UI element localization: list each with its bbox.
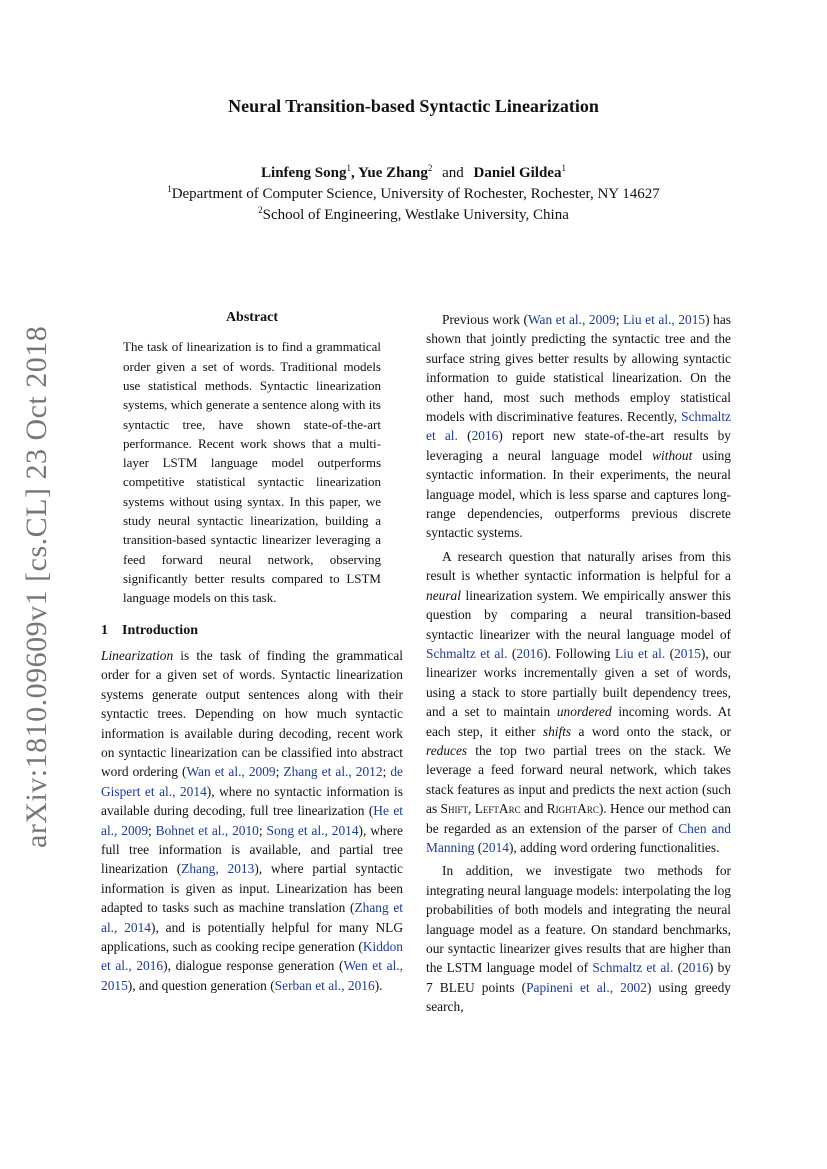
- citation-link[interactable]: Bohnet et al., 2010: [155, 822, 259, 838]
- author-name: Linfeng Song: [261, 165, 347, 181]
- author-name: Daniel Gildea: [473, 165, 562, 181]
- citation-link[interactable]: 2016: [516, 645, 544, 661]
- body-text: ) by 7 BLEU points (: [426, 960, 732, 995]
- body-text: ), dialogue response generation (: [163, 958, 344, 974]
- paper-title: Neural Transition-based Syntactic Linearization: [228, 96, 599, 116]
- affiliation-marker: 1: [346, 163, 351, 173]
- body-text: ) using greedy search,: [426, 979, 731, 1015]
- body-text: ;: [258, 822, 267, 838]
- body-text: ). Following: [543, 645, 615, 661]
- body-text: linearization system. We empirically answer this question by comparing a neural transition-based syntactic linearizer with the neural language model of: [426, 587, 731, 642]
- arxiv-stamp: arXiv:1810.09609v1 [cs.CL] 23 Oct 2018: [20, 325, 53, 848]
- body-text: ), our linearizer works incrementally given a set of words, using a stack to store partially built dependency trees, and a set to maintain: [426, 645, 732, 720]
- body-text: ;: [382, 764, 391, 780]
- affiliation-marker: 2: [258, 205, 263, 215]
- citation-link[interactable]: Song et al., 2014: [266, 822, 359, 838]
- body-text: ), and question generation (: [127, 977, 275, 993]
- citation-link[interactable]: de Gispert et al., 2014: [101, 764, 403, 799]
- body-text: (: [665, 645, 675, 661]
- term-emphasis: without: [652, 447, 693, 463]
- citation-link[interactable]: Schmaltz et al.: [426, 409, 731, 444]
- citation-link[interactable]: Zhang, 2013: [181, 861, 255, 877]
- body-text: In addition, we investigate two methods for integrating neural language models: interpolating the log probabilities of both models and integrating the neural language model as a feature. On standard benchmarks, our syntactic linearizer gives results that are higher than the LSTM language model of: [426, 863, 731, 976]
- citation-link[interactable]: Liu et al.: [614, 645, 666, 661]
- section-heading: [101, 621, 403, 640]
- citation-link[interactable]: 2014: [482, 839, 509, 855]
- abstract-heading: Abstract: [225, 310, 279, 325]
- citation-link[interactable]: Schmaltz et al.: [426, 645, 508, 661]
- citation-link[interactable]: Wan et al., 2009: [527, 312, 616, 327]
- author-block: [0, 163, 827, 226]
- affiliation-marker: 1: [167, 184, 172, 194]
- body-text: ;: [615, 312, 623, 327]
- body-text: ). Hence our method can be regarded as an extension of the parser of: [426, 801, 731, 836]
- body-text: (: [507, 645, 517, 661]
- body-text: ), where full tree information is available, and partial tree linearization (: [101, 822, 403, 877]
- right-column: [426, 310, 731, 1017]
- term-emphasis: neural: [426, 587, 461, 603]
- affiliation-text: School of Engineering, Westlake University, China: [262, 207, 569, 223]
- left-column: [101, 308, 403, 995]
- intro-paragraph-4: [426, 861, 731, 1016]
- citation-link[interactable]: Serban et al., 2016: [274, 977, 375, 993]
- affiliation-text: Department of Computer Science, University of Rochester, Rochester, NY 14627: [171, 186, 660, 202]
- affiliation-marker: 1: [561, 163, 566, 173]
- body-text: ), adding word ordering functionalities.: [508, 839, 720, 855]
- affiliation-2: [0, 205, 827, 226]
- body-text: and: [520, 801, 547, 817]
- body-text: incoming words. At each step, it either: [426, 704, 731, 739]
- abstract-body: [123, 337, 381, 607]
- citation-link[interactable]: Liu et al., 2015: [623, 312, 706, 327]
- citation-link[interactable]: He et al., 2009: [101, 803, 403, 838]
- body-text: is the task of finding the grammatical order for a given set of words. Syntactic linearization systems generate output sentences along with their syntactic trees. Depending on how much syntactic information is available during decoding, recent work on syntactic linearization can be classified into abstract word ordering (: [101, 647, 403, 780]
- citation-link[interactable]: 2016: [682, 960, 709, 976]
- abstract-text: The task of linearization is to find a grammatical order given a set of words. Traditional models use statistical methods. Syntactic linearization systems, which generate a sentence along with its syntactic tree, have shown state-of-the-art performance. Recent work shows that a multi-layer LSTM language model outperforms competitive statistical syntactic linearization systems without using syntax. In this paper, we study neural syntactic linearization, building a transition-based syntactic linearizer leveraging a feed forward neural network, observing significantly better results compared to LSTM language models on this task.: [123, 339, 381, 606]
- affiliation-marker: 2: [427, 163, 433, 173]
- body-text: A research question that naturally arises from this result is whether syntactic information is helpful for a: [426, 548, 731, 584]
- term-emphasis: shifts: [542, 723, 572, 739]
- body-text: ), where no syntactic information is available during decoding, full tree linearization (: [101, 783, 403, 819]
- body-text: ;: [148, 822, 156, 838]
- body-text: the top two partial trees on the stack. We leverage a feed forward neural network, which takes stack features as input and predicts the next action (such as: [426, 742, 731, 817]
- body-text: ), and is potentially helpful for many NLG applications, such as cooking recipe generation (: [101, 919, 403, 955]
- citation-link[interactable]: Kiddon et al., 2016: [101, 939, 403, 974]
- citation-link[interactable]: 2015: [674, 645, 701, 661]
- body-text: ) report new state-of-the-art results by leveraging a neural language model: [426, 428, 732, 463]
- intro-paragraph-1: [101, 646, 403, 995]
- author-conjunction: and: [442, 165, 464, 181]
- body-text: (: [673, 960, 683, 976]
- body-text: Previous work (: [442, 312, 528, 327]
- citation-link[interactable]: Chen and Manning: [426, 820, 731, 855]
- action-name: RightArc: [546, 801, 599, 817]
- citation-link[interactable]: Zhang et al., 2014: [101, 900, 403, 935]
- body-text: ).: [374, 977, 383, 993]
- citation-link[interactable]: Wan et al., 2009: [186, 764, 276, 780]
- term-emphasis: Linearization: [101, 647, 174, 663]
- action-name: LeftArc: [474, 801, 521, 817]
- citation-link[interactable]: Schmaltz et al.: [592, 960, 674, 976]
- author-name: Yue Zhang: [357, 165, 428, 181]
- term-emphasis: reduces: [426, 742, 468, 758]
- body-text: (: [457, 428, 472, 444]
- citation-link[interactable]: 2016: [471, 428, 499, 444]
- intro-paragraph-2: [426, 310, 731, 543]
- term-emphasis: unordered: [556, 704, 612, 720]
- body-text: (: [474, 839, 483, 855]
- body-text: a word onto the stack, or: [571, 723, 732, 739]
- section-number: 1: [101, 622, 108, 638]
- citation-link[interactable]: Wen et al., 2015: [101, 958, 403, 993]
- citation-link[interactable]: Papineni et al., 2002: [526, 979, 647, 995]
- author-names: Linfeng Song$^1$, Yue Zhang$^2$ and Daniel Gildea$^1$: [261, 163, 566, 181]
- body-text: ;: [275, 764, 284, 780]
- body-text: ,: [468, 801, 475, 817]
- citation-link[interactable]: Zhang et al., 2012: [283, 764, 383, 780]
- body-text: ), where partial syntactic information is given as input. Linearization has been adapted to tasks such as machine translation (: [101, 861, 404, 916]
- intro-paragraph-3: [426, 547, 731, 858]
- affiliation-1: [0, 184, 827, 205]
- action-name: Shift: [440, 801, 468, 817]
- body-text: ) has shown that jointly predicting the syntactic tree and the surface string gives better results by allowing syntactic information to guide statistical linearization. On the other hand, most such methods employ statistical models with discriminative features. Recently,: [426, 312, 731, 425]
- section-title: Introduction: [122, 622, 198, 638]
- body-text: using syntactic information. In their experiments, the neural language model, which is less sparse and captures long-range dependencies, outperforms previous discrete syntactic systems.: [426, 447, 731, 541]
